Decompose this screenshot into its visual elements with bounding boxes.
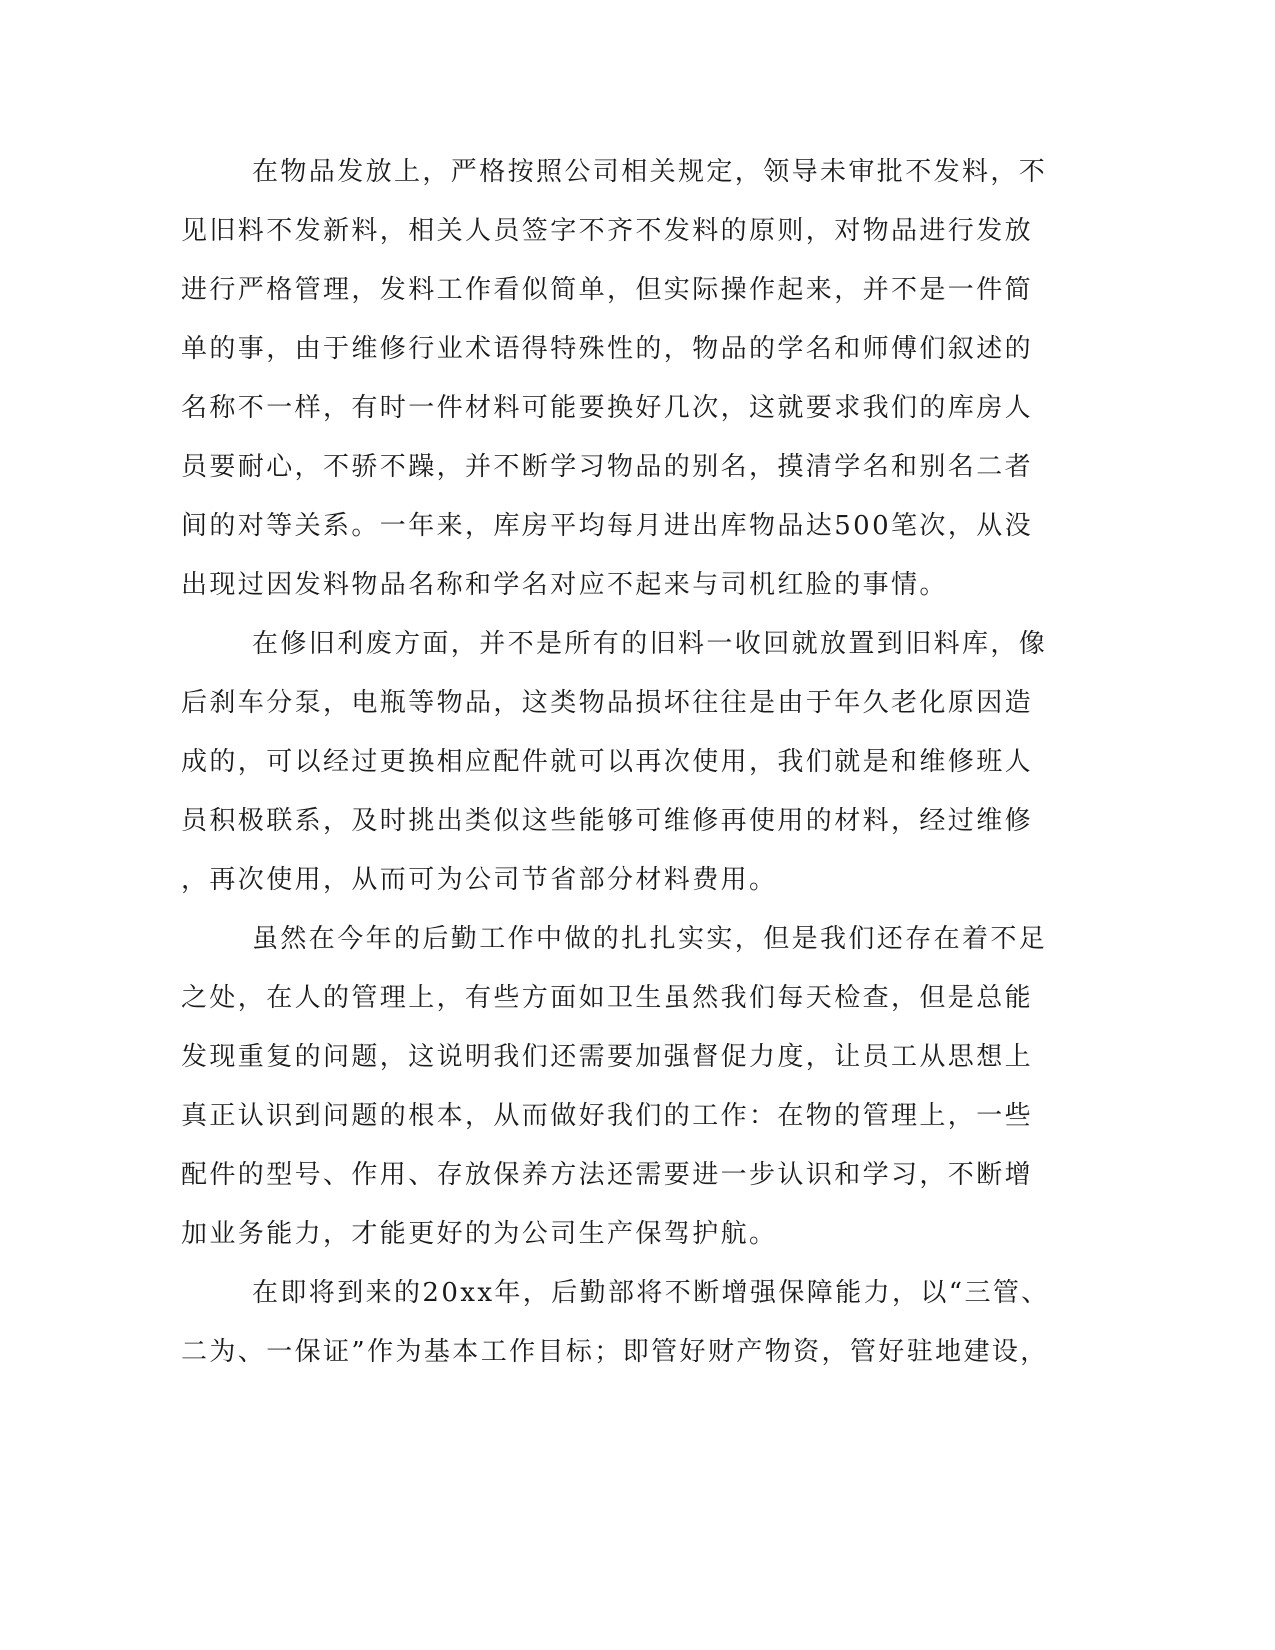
text-line: 在物品发放上，严格按照公司相关规定，领导未审批不发料，不 bbox=[252, 157, 1048, 187]
text-line: ，再次使用，从而可为公司节省部分材料费用。 bbox=[181, 865, 778, 895]
text-line: 出现过因发料物品名称和学名对应不起来与司机红脸的事情。 bbox=[181, 570, 948, 600]
text-line: 成的，可以经过更换相应配件就可以再次使用，我们就是和维修班人 bbox=[181, 747, 1034, 777]
text-line: 单的事，由于维修行业术语得特殊性的，物品的学名和师傅们叙述的 bbox=[181, 334, 1034, 364]
text-line: 发现重复的问题，这说明我们还需要加强督促力度，让员工从思想上 bbox=[181, 1042, 1034, 1072]
text-line: 见旧料不发新料，相关人员签字不齐不发料的原则，对物品进行发放 bbox=[181, 216, 1034, 246]
text-line: 间的对等关系。一年来，库房平均每月进出库物品达500笔次，从没 bbox=[181, 511, 1034, 541]
text-line: 在即将到来的20xx年，后勤部将不断增强保障能力，以“三管、 bbox=[252, 1278, 1050, 1308]
text-line: 后刹车分泵，电瓶等物品，这类物品损坏往往是由于年久老化原因造 bbox=[181, 688, 1034, 718]
text-line: 在修旧利废方面，并不是所有的旧料一收回就放置到旧料库，像 bbox=[252, 629, 1048, 659]
text-line: 加业务能力，才能更好的为公司生产保驾护航。 bbox=[181, 1219, 778, 1249]
text-line: 二为、一保证”作为基本工作目标；即管好财产物资，管好驻地建设， bbox=[181, 1337, 1049, 1367]
text-line: 之处，在人的管理上，有些方面如卫生虽然我们每天检查，但是总能 bbox=[181, 983, 1034, 1013]
text-line: 真正认识到问题的根本，从而做好我们的工作：在物的管理上，一些 bbox=[181, 1101, 1034, 1131]
text-line: 员积极联系，及时挑出类似这些能够可维修再使用的材料，经过维修 bbox=[181, 806, 1034, 836]
text-line: 名称不一样，有时一件材料可能要换好几次，这就要求我们的库房人 bbox=[181, 393, 1034, 423]
text-line: 进行严格管理，发料工作看似简单，但实际操作起来，并不是一件简 bbox=[181, 275, 1034, 305]
text-line: 虽然在今年的后勤工作中做的扎扎实实，但是我们还存在着不足 bbox=[252, 924, 1048, 954]
text-line: 配件的型号、作用、存放保养方法还需要进一步认识和学习，不断增 bbox=[181, 1160, 1034, 1190]
text-line: 员要耐心，不骄不躁，并不断学习物品的别名，摸清学名和别名二者 bbox=[181, 452, 1034, 482]
